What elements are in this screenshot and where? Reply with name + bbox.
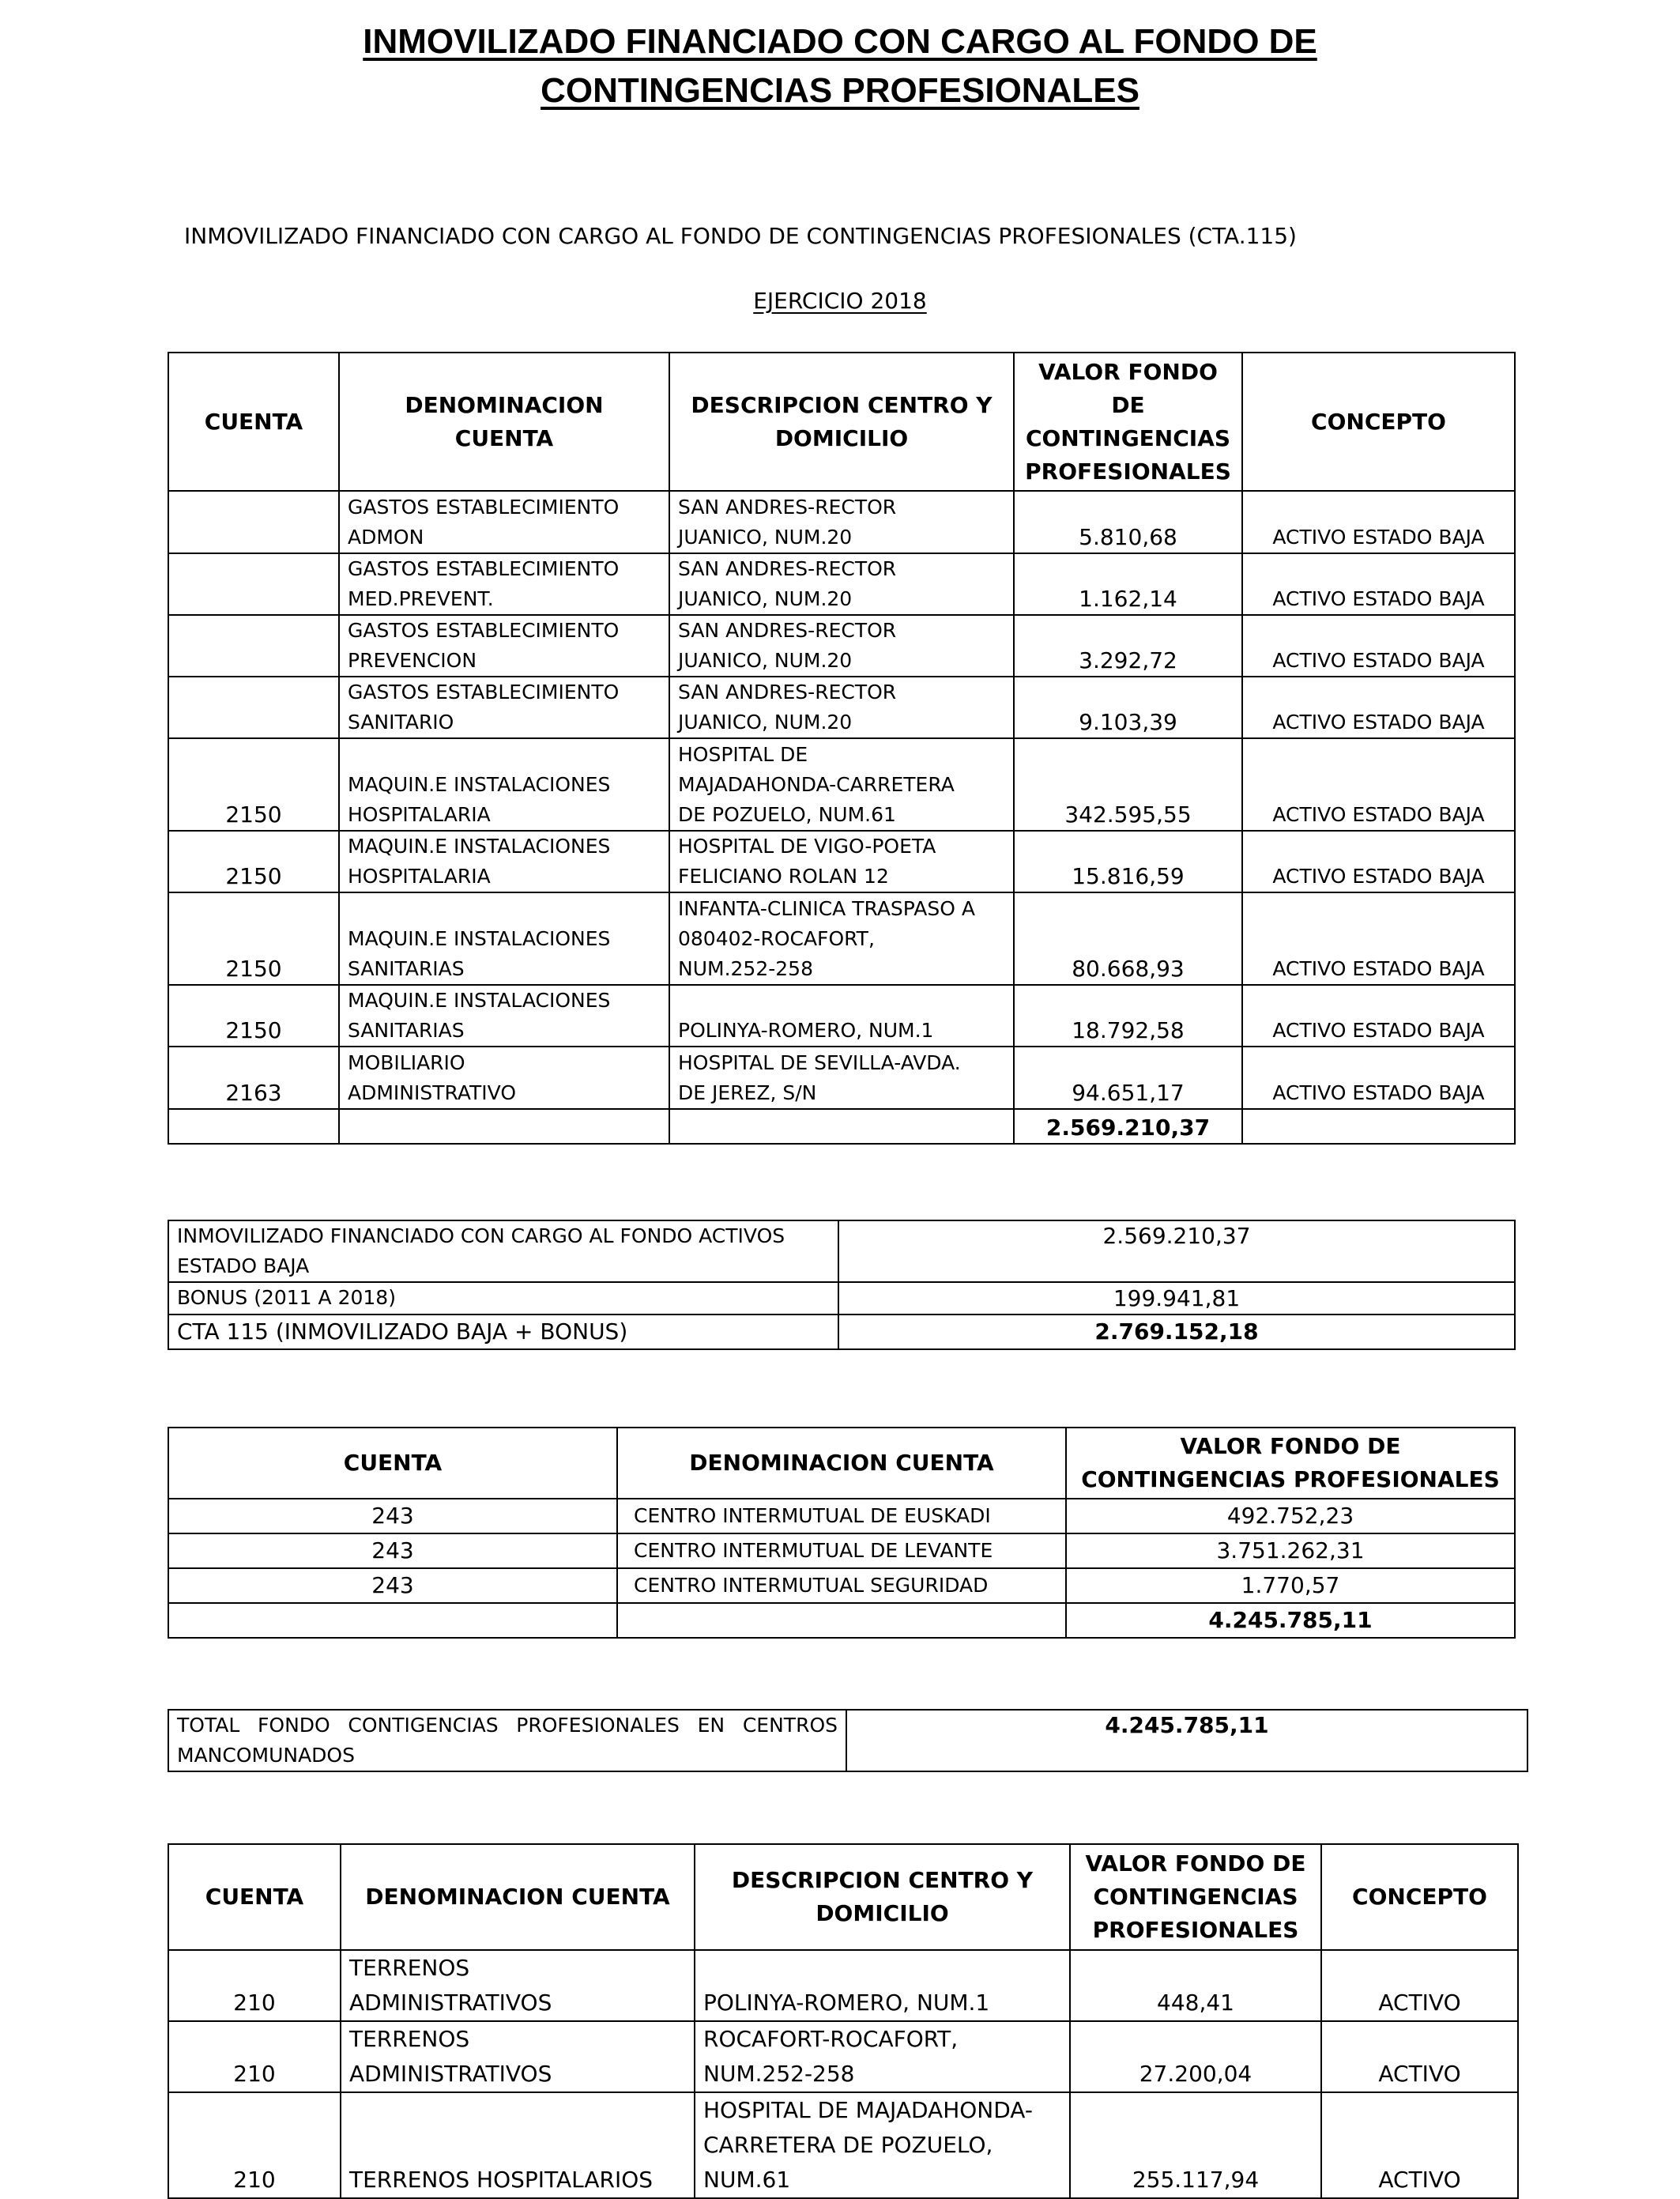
header-denominacion: DENOMINACION CUENTA <box>341 1844 695 1950</box>
header-concepto: CONCEPTO <box>1321 1844 1518 1950</box>
table-row: 210 TERRENOS ADMINISTRATIVOS ROCAFORT-ROCAFORT, NUM.252-258 27.200,04 ACTIVO <box>168 2021 1518 2092</box>
table-row: GASTOS ESTABLECIMIENTO SANITARIO SAN ANDRES-RECTOR JUANICO, NUM.20 9.103,39 ACTIVO ESTADO BAJA <box>168 677 1515 738</box>
fiscal-year-label: EJERCICIO 2018 <box>753 288 927 314</box>
table-row: 2150 MAQUIN.E INSTALACIONES SANITARIAS POLINYA-ROMERO, NUM.1 18.792,58 ACTIVO ESTADO BAJA <box>168 985 1515 1047</box>
assets-table <box>168 352 1516 1145</box>
header-cuenta: CUENTA <box>168 1428 617 1499</box>
header-denominacion: DENOMINACION CUENTA <box>617 1428 1066 1499</box>
table-row: GASTOS ESTABLECIMIENTO ADMON SAN ANDRES-RECTOR JUANICO, NUM.20 5.810,68 ACTIVO ESTADO BAJA <box>168 491 1515 553</box>
mancomunados-total-table <box>168 1709 1528 1772</box>
table-row: 210 TERRENOS ADMINISTRATIVOS POLINYA-ROMERO, NUM.1 448,41 ACTIVO <box>168 1950 1518 2021</box>
table-total-row <box>168 1603 1515 1638</box>
intermutual-table <box>168 1427 1516 1639</box>
summary-table <box>168 1220 1516 1350</box>
mancomunados-label-line-1: TOTAL FONDO CONTIGENCIAS PROFESIONALES EN CENTROS <box>177 1714 838 1737</box>
page-title-line-1: INMOVILIZADO FINANCIADO CON CARGO AL FONDO DE <box>363 22 1317 61</box>
mancomunados-label-line-2: MANCOMUNADOS <box>177 1744 355 1767</box>
page-title <box>0 17 1680 115</box>
table-row: 2150 MAQUIN.E INSTALACIONES HOSPITALARIA HOSPITAL DE VIGO-POETA FELICIANO ROLAN 12 15.816,59 ACTIVO ESTADO BAJA <box>168 831 1515 892</box>
table-row: GASTOS ESTABLECIMIENTO PREVENCION SAN ANDRES-RECTOR JUANICO, NUM.20 3.292,72 ACTIVO ESTADO BAJA <box>168 615 1515 677</box>
header-descripcion: DESCRIPCION CENTRO Y DOMICILIO <box>669 353 1014 491</box>
table-row: 243 CENTRO INTERMUTUAL SEGURIDAD 1.770,57 <box>168 1568 1515 1603</box>
header-descripcion: DESCRIPCION CENTRO Y DOMICILIO <box>695 1844 1070 1950</box>
table3-total: 4.245.785,11 <box>1066 1603 1515 1638</box>
header-valor: VALOR FONDO DE CONTINGENCIAS PROFESIONALES <box>1014 353 1242 491</box>
table1-total: 2.569.210,37 <box>1014 1109 1242 1144</box>
header-concepto: CONCEPTO <box>1242 353 1515 491</box>
header-cuenta: CUENTA <box>168 353 339 491</box>
table-total-row <box>168 1109 1515 1144</box>
header-valor: VALOR FONDO DE CONTINGENCIAS PROFESIONALES <box>1066 1428 1515 1499</box>
terrenos-table <box>168 1843 1519 2199</box>
table-row: TOTAL FONDO CONTIGENCIAS PROFESIONALES EN CENTROS MANCOMUNADOS 4.245.785,11 <box>168 1710 1527 1771</box>
header-valor: VALOR FONDO DE CONTINGENCIAS PROFESIONALES <box>1070 1844 1321 1950</box>
table-row: GASTOS ESTABLECIMIENTO MED.PREVENT. SAN ANDRES-RECTOR JUANICO, NUM.20 1.162,14 ACTIVO ESTADO BAJA <box>168 553 1515 615</box>
page-title-line-2: CONTINGENCIAS PROFESIONALES <box>541 71 1139 110</box>
table-row: 243 CENTRO INTERMUTUAL DE EUSKADI 492.752,23 <box>168 1499 1515 1533</box>
section-subtitle: INMOVILIZADO FINANCIADO CON CARGO AL FONDO DE CONTINGENCIAS PROFESIONALES (CTA.115) <box>184 223 1297 249</box>
table-row: 2163 MOBILIARIO ADMINISTRATIVO HOSPITAL DE SEVILLA-AVDA. DE JEREZ, S/N 94.651,17 ACTIVO ESTADO BAJA <box>168 1047 1515 1109</box>
table-row: 2150 MAQUIN.E INSTALACIONES SANITARIAS INFANTA-CLINICA TRASPASO A 080402-ROCAFORT, NUM.252-258 80.668,93 ACTIVO ESTADO BAJA <box>168 892 1515 985</box>
table-row: CTA 115 (INMOVILIZADO BAJA + BONUS) 2.769.152,18 <box>168 1314 1515 1349</box>
table-row: BONUS (2011 A 2018) 199.941,81 <box>168 1282 1515 1314</box>
header-denominacion: DENOMINACION CUENTA <box>339 353 669 491</box>
table-row: 2150 MAQUIN.E INSTALACIONES HOSPITALARIA HOSPITAL DE MAJADAHONDA-CARRETERA DE POZUELO, NUM.61 342.595,55 ACTIVO ESTADO BAJA <box>168 738 1515 831</box>
table-row: 243 CENTRO INTERMUTUAL DE LEVANTE 3.751.262,31 <box>168 1533 1515 1568</box>
header-cuenta: CUENTA <box>168 1844 341 1950</box>
table-row: INMOVILIZADO FINANCIADO CON CARGO AL FONDO ACTIVOS ESTADO BAJA 2.569.210,37 <box>168 1220 1515 1282</box>
table-row: 210 TERRENOS HOSPITALARIOS HOSPITAL DE MAJADAHONDA- CARRETERA DE POZUELO, NUM.61 255.117,94 ACTIVO <box>168 2092 1518 2198</box>
